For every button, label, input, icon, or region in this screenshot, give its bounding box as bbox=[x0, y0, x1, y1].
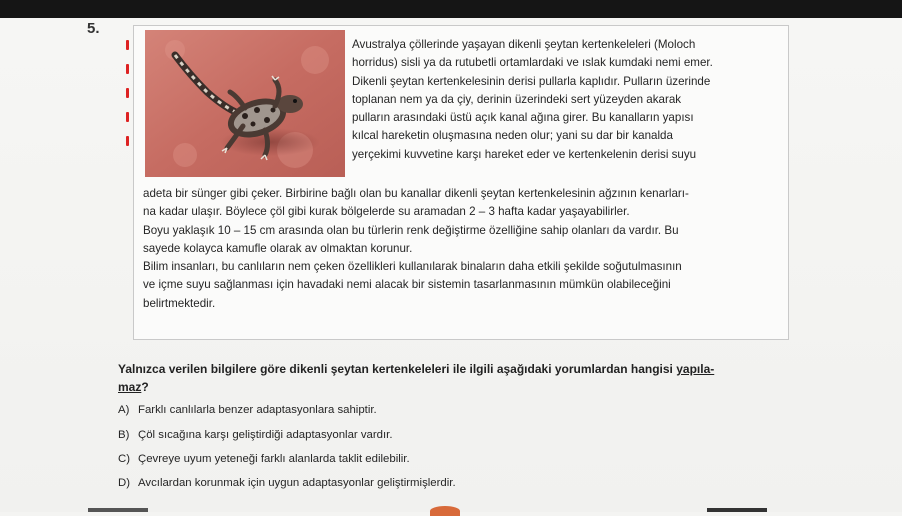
choice-b[interactable] bbox=[118, 429, 393, 441]
passage-line: kılcal hareketin oluşmasına neden olur; yani su dar bir kanalda bbox=[352, 129, 673, 143]
passage-line: Bilim insanları, bu canlıların nem çeken özellikleri kullanılarak binaların daha etkili şekilde soğutulmasının bbox=[143, 260, 682, 274]
passage-line: ve içme suyu sağlanması için havadaki nemi alacak bir sistemin tasarlanmasının mümkün olabileceğini bbox=[143, 278, 671, 292]
question-stem-underlined: maz bbox=[118, 380, 142, 394]
choice-text: Avcılardan korunmak için uygun adaptasyonlar geliştirmişlerdir. bbox=[138, 477, 456, 489]
question-stem-underlined: yapıla- bbox=[676, 362, 715, 376]
choice-letter: B) bbox=[118, 429, 130, 441]
passage-line: na kadar ulaşır. Böylece çöl gibi kurak bölgelerde su aramadan 2 – 3 hafta kadar yaşayabilirler. bbox=[143, 205, 630, 219]
top-dark-bar bbox=[0, 0, 902, 18]
passage-line: belirtmektedir. bbox=[143, 296, 216, 310]
choice-text: Çevreye uyum yeteneği farklı alanlarda taklit edilebilir. bbox=[138, 453, 410, 465]
thorny-devil-lizard-photo bbox=[145, 30, 345, 177]
question-stem-text: Yalnızca verilen bilgilere göre dikenli şeytan kertenkeleleri ile ilgili aşağıdaki yorumlardan hangisi bbox=[118, 362, 677, 376]
choice-letter: A) bbox=[118, 404, 130, 416]
choice-d[interactable] bbox=[118, 477, 456, 489]
passage-line: Boyu yaklaşık 10 – 15 cm arasında olan bu türlerin renk değiştirme özelliğine sahip olanları da vardır. Bu bbox=[143, 223, 679, 237]
choice-text: Farklı canlılarla benzer adaptasyonlara sahiptir. bbox=[138, 404, 377, 416]
passage-line: pulların arasındaki üstü açık kanal ağına girer. Bu kanalların yapısı bbox=[352, 111, 694, 125]
question-stem-line1 bbox=[118, 362, 714, 376]
bottom-edge-mark bbox=[430, 506, 460, 516]
passage-full-width bbox=[143, 185, 771, 313]
question-number: 5. bbox=[87, 20, 100, 37]
bottom-edge-mark bbox=[707, 508, 767, 512]
question-stem-line2 bbox=[118, 380, 149, 394]
passage-line: Dikenli şeytan kertenkelesinin derisi pullarla kaplıdır. Pulların üzerinde bbox=[352, 74, 711, 88]
passage-line: yerçekimi kuvvetine karşı hareket eder ve kertenkelenin derisi suyu bbox=[352, 147, 697, 161]
choice-text: Çöl sıcağına karşı geliştirdiği adaptasyonlar vardır. bbox=[138, 429, 393, 441]
choice-letter: D) bbox=[118, 477, 131, 489]
choice-c[interactable] bbox=[118, 453, 410, 465]
choice-a[interactable] bbox=[118, 404, 377, 416]
bottom-edge-mark bbox=[88, 508, 148, 512]
passage-right-of-image bbox=[352, 36, 713, 164]
passage-line: sayede kolayca kamufle olarak av olmaktan korunur. bbox=[143, 241, 413, 255]
passage-line: toplanan nem ya da çiy, derinin üzerindeki sert yüzeyden akarak bbox=[352, 92, 682, 106]
passage-line: adeta bir sünger gibi çeker. Birbirine bağlı olan bu kanallar dikenli şeytan kertenkelesinin ağzının kenarları- bbox=[143, 187, 689, 200]
question-stem-text: ? bbox=[141, 380, 149, 394]
passage-line: Avustralya çöllerinde yaşayan dikenli şeytan kertenkeleleri (Moloch bbox=[352, 38, 696, 51]
passage-line: horridus) sisli ya da rutubetli ortamlardaki ve ıslak kumdaki nemi emer. bbox=[352, 56, 713, 70]
choice-letter: C) bbox=[118, 453, 131, 465]
margin-marks bbox=[122, 40, 132, 150]
